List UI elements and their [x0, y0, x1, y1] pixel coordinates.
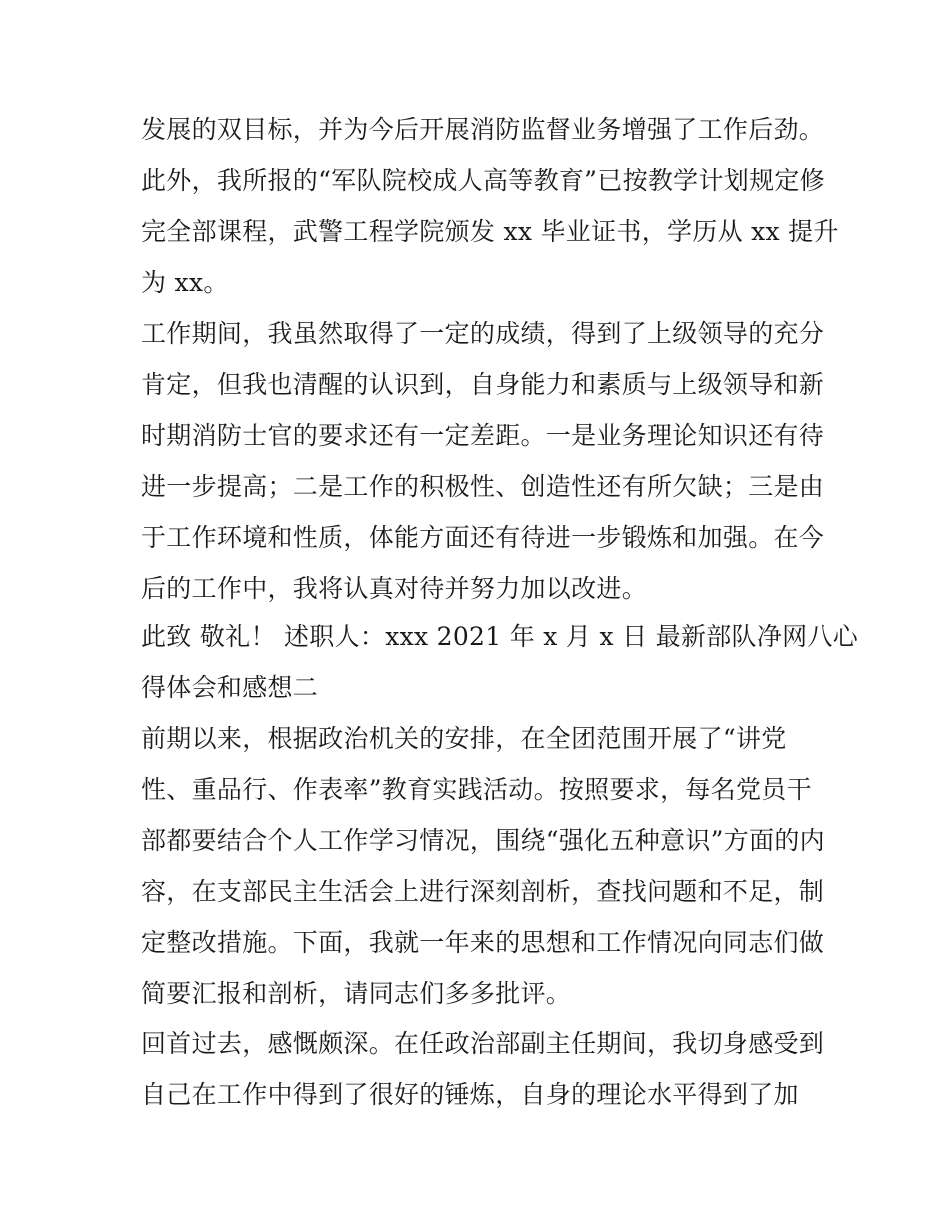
text-line: 后的工作中，我将认真对待并努力加以改进。: [141, 574, 648, 603]
text-line: 肯定，但我也清醒的认识到，自身能力和素质与上级领导和新: [141, 370, 825, 399]
text-line: 部都要结合个人工作学习情况，围绕“强化五种意识”方面的内: [141, 826, 825, 855]
text-line: 简要汇报和剖析，请同志们多多批评。: [141, 979, 572, 1008]
text-line: 容，在支部民主生活会上进行深刻剖析，查找问题和不足，制: [141, 877, 825, 906]
text-line: 工作期间，我虽然取得了一定的成绩，得到了上级领导的充分: [141, 319, 825, 348]
text-line: 性、重品行、作表率”教育实践活动。按照要求，每名党员干: [141, 775, 812, 804]
text-line: 于工作环境和性质，体能方面还有待进一步锻炼和加强。在今: [141, 523, 825, 552]
text-line: 进一步提高；二是工作的积极性、创造性还有所欠缺；三是由: [141, 472, 825, 501]
text-line: 此外，我所报的“军队院校成人高等教育”已按教学计划规定修: [141, 166, 825, 195]
text-line: 完全部课程，武警工程学院颁发 xx 毕业证书，学历从 xx 提升: [141, 217, 839, 246]
text-line: 为 xx。: [141, 268, 229, 297]
text-line: 得体会和感想二: [141, 673, 319, 702]
text-line: 定整改措施。下面，我就一年来的思想和工作情况向同志们做: [141, 928, 825, 957]
text-line: 此致 敬礼！ 述职人：xxx 2021 年 x 月 x 日 最新部队净网八心: [141, 622, 859, 651]
text-line: 前期以来，根据政治机关的安排，在全团范围开展了“讲党: [141, 724, 787, 753]
text-line: 回首过去，感慨颇深。在任政治部副主任期间，我切身感受到: [141, 1029, 825, 1058]
text-line: 时期消防士官的要求还有一定差距。一是业务理论知识还有待: [141, 421, 825, 450]
text-line: 发展的双目标，并为今后开展消防监督业务增强了工作后劲。: [141, 115, 825, 144]
text-line: 自己在工作中得到了很好的锤炼，自身的理论水平得到了加: [141, 1080, 799, 1109]
